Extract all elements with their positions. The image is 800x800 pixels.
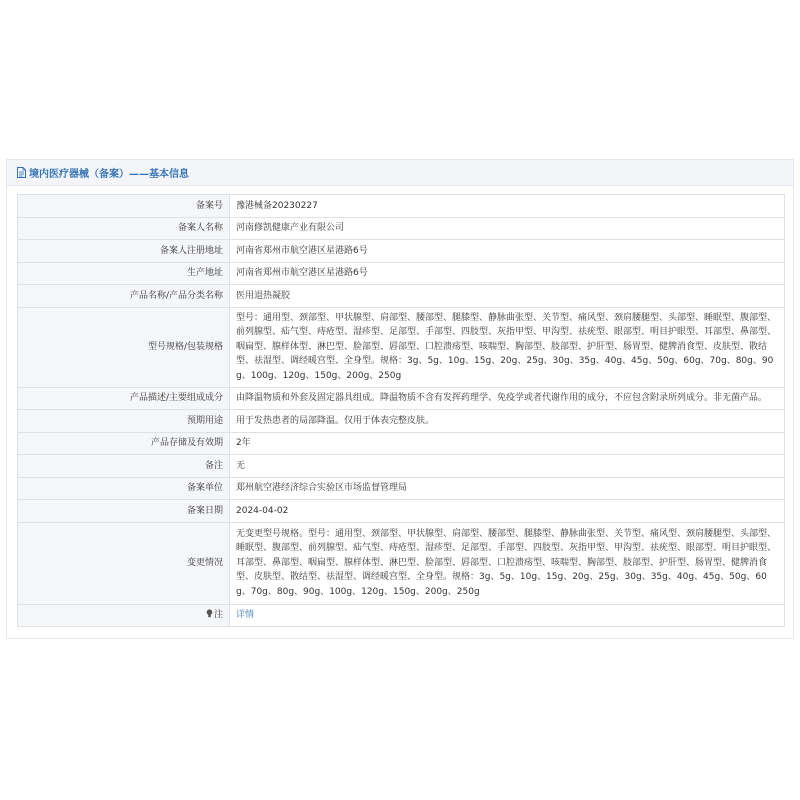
table-row bbox=[18, 307, 785, 387]
table-row bbox=[18, 387, 785, 410]
row-label: 备案人注册地址 bbox=[18, 240, 230, 263]
row-value: 型号：通用型、颈部型、甲状腺型、肩部型、腰部型、腿膝型、静脉曲张型、关节型、痛风型、颈肩腰腿型、头部型、睡眠型、腹部型、前列腺型、疝气型、痔疮型、湿疹型、足部型、手部型、四肢型、灰指甲型、甲沟型、祛疣型、眼部型、明目护眼型、耳部型、鼻部型、咽扁型、腺样体型、淋巴型、脸部型、唇部型、口腔溃疡型、咳喘型、胸部型、肢部型、护肝型、肠胃型、健脾消食型、皮肤型、散结型、祛湿型、调经暖宫型、全身型。规格：3g、5g、10g、15g、20g、25g、30g、35g、40g、45g、50g、60g、70g、80g、90g、100g、120g、150g、200g、250g bbox=[230, 307, 785, 387]
row-value: 2024-04-02 bbox=[230, 500, 785, 523]
info-table bbox=[17, 194, 785, 627]
row-label: 备案号 bbox=[18, 195, 230, 218]
row-value: 医用退热凝胶 bbox=[230, 285, 785, 308]
table-row bbox=[18, 240, 785, 263]
table-row bbox=[18, 604, 785, 627]
table-row bbox=[18, 500, 785, 523]
panel-title bbox=[17, 165, 189, 180]
note-value bbox=[230, 604, 785, 627]
table-row bbox=[18, 285, 785, 308]
row-label: 备案人名称 bbox=[18, 217, 230, 240]
row-label: 备注 bbox=[18, 455, 230, 478]
row-value: 由降温物质和外套及固定器具组成。降温物质不含有发挥药理学、免疫学或者代谢作用的成分，不应包含附录所列成分。非无菌产品。 bbox=[230, 387, 785, 410]
table-row bbox=[18, 432, 785, 455]
note-label-text: 注 bbox=[213, 610, 223, 620]
row-label: 产品名称/产品分类名称 bbox=[18, 285, 230, 308]
panel-title-text: 境内医疗器械（备案）——基本信息 bbox=[29, 169, 189, 180]
row-label: 产品描述/主要组成成分 bbox=[18, 387, 230, 410]
lightbulb-icon bbox=[206, 609, 213, 618]
row-label: 备案单位 bbox=[18, 477, 230, 500]
row-label: 变更情况 bbox=[18, 522, 230, 604]
note-label bbox=[18, 604, 230, 627]
row-label: 生产地址 bbox=[18, 262, 230, 285]
row-value: 豫港械备20230227 bbox=[230, 195, 785, 218]
table-row bbox=[18, 217, 785, 240]
document-icon bbox=[17, 167, 26, 178]
row-value: 2年 bbox=[230, 432, 785, 455]
table-row bbox=[18, 262, 785, 285]
row-value: 河南省郑州市航空港区星港路6号 bbox=[230, 240, 785, 263]
row-value: 无 bbox=[230, 455, 785, 478]
row-label: 产品存储及有效期 bbox=[18, 432, 230, 455]
row-value: 无变更型号规格。型号：通用型、颈部型、甲状腺型、肩部型、腰部型、腿膝型、静脉曲张型、关节型、痛风型、颈肩腰腿型、头部型、睡眠型、腹部型、前列腺型、疝气型、痔疮型、湿疹型、足部型、手部型、四肢型、灰指甲型、甲沟型、祛疣型、眼部型、明目护眼型、耳部型、鼻部型、咽扁型、腺样体型、淋巴型、脸部型、唇部型、口腔溃疡型、咳喘型、胸部型、肢部型、护肝型、肠胃型、健脾消食型、皮肤型、散结型、祛湿型、调经暖宫型、全身型。规格：3g、5g、10g、15g、20g、25g、30g、35g、40g、45g、50g、60g、70g、80g、90g、100g、120g、150g、200g、250g bbox=[230, 522, 785, 604]
basic-info-panel bbox=[6, 159, 794, 639]
table-row bbox=[18, 195, 785, 218]
panel-header bbox=[7, 160, 793, 186]
row-value: 河南省郑州市航空港区星港路6号 bbox=[230, 262, 785, 285]
detail-link[interactable]: 详情 bbox=[236, 610, 255, 620]
row-label: 预期用途 bbox=[18, 410, 230, 433]
row-value: 河南修凯健康产业有限公司 bbox=[230, 217, 785, 240]
table-row bbox=[18, 477, 785, 500]
table-row bbox=[18, 410, 785, 433]
table-row bbox=[18, 522, 785, 604]
row-value: 用于发热患者的局部降温。仅用于体表完整皮肤。 bbox=[230, 410, 785, 433]
row-value: 郑州航空港经济综合实验区市场监督管理局 bbox=[230, 477, 785, 500]
table-row bbox=[18, 455, 785, 478]
row-label: 备案日期 bbox=[18, 500, 230, 523]
row-label: 型号规格/包装规格 bbox=[18, 307, 230, 387]
